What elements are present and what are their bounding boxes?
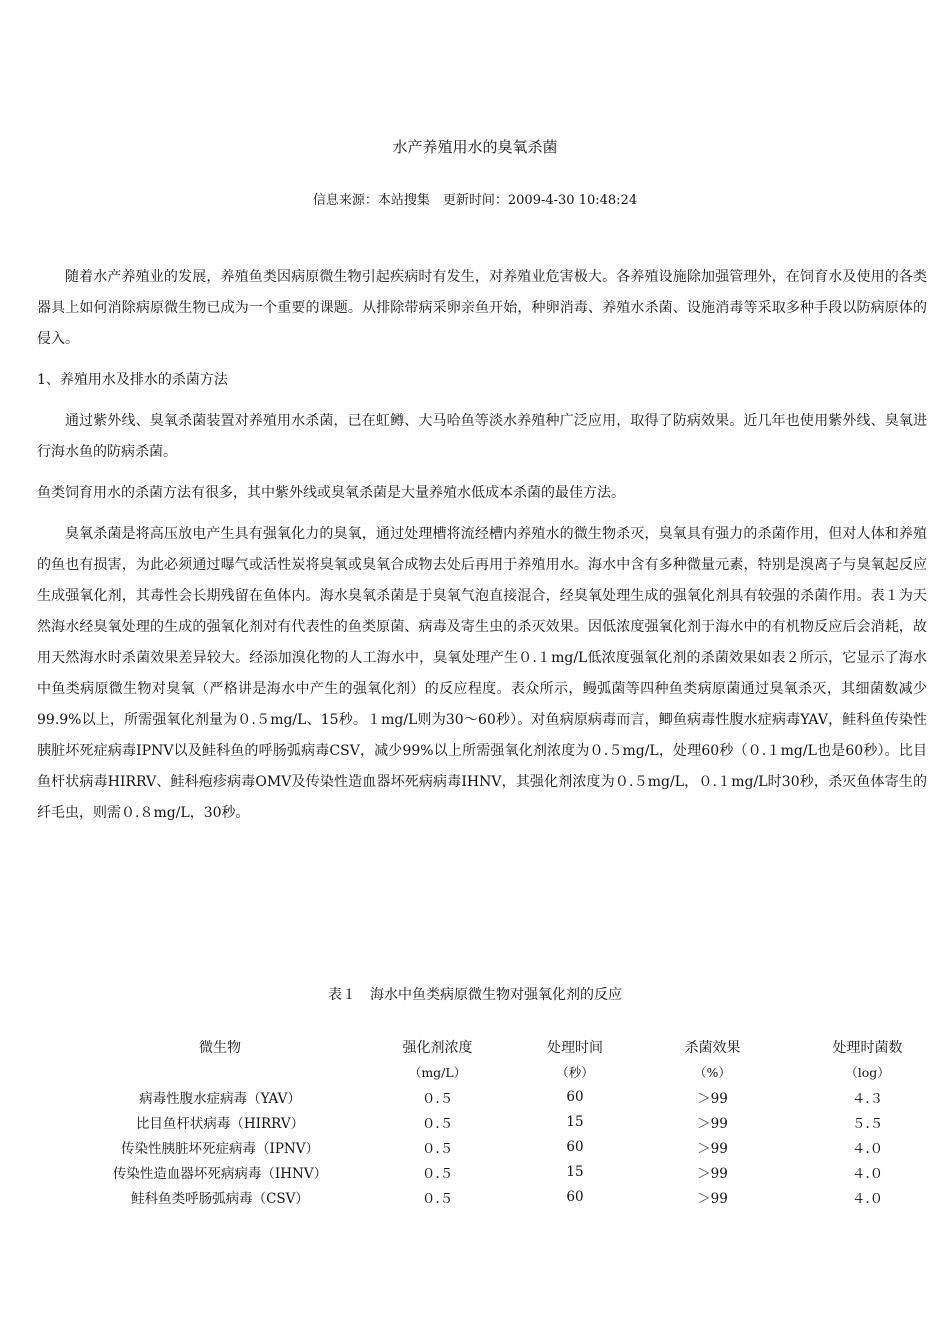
table-cell: 鲑科鱼类呼肠弧病毒（CSV）: [131, 1190, 309, 1207]
paragraph-intro: 随着水产养殖业的发展，养殖鱼类因病原微生物引起疾病时有发生，对养殖业危害极大。各养殖设施除加强管理外，在饲育水及使用的各类器具上如何消除病原微生物已成为一个重要的课题。从排除带病采卵亲鱼开始，种卵消毒、养殖水杀菌、设施消毒等采取多种手段以防病原体的侵入。: [37, 269, 927, 347]
table-cell: 比目鱼杆状病毒（HIRRV）: [135, 1115, 305, 1132]
unit-cell: （秒）: [556, 1065, 594, 1080]
table-cell: ０.５: [421, 1115, 454, 1132]
table-cell: ＞99: [697, 1190, 728, 1207]
header-cell: 微生物: [199, 1040, 241, 1056]
table-cell: 60: [566, 1138, 584, 1155]
table-cell: ０.５: [421, 1090, 454, 1107]
table-cell: ＞99: [697, 1090, 728, 1107]
page-title: 水产养殖用水的臭氧杀菌: [392, 138, 558, 156]
data-table: [75, 1034, 950, 1209]
table-cell: 病毒性腹水症病毒（YAV）: [139, 1090, 301, 1107]
table-cell: 传染性造血器坏死病病毒（IHNV）: [112, 1165, 328, 1182]
table-header-row: [75, 1034, 950, 1060]
unit-cell: （log）: [845, 1065, 890, 1080]
header-cell: 杀菌效果: [684, 1040, 741, 1056]
table-cell: ４.３: [851, 1090, 884, 1107]
table-cell: ０.５: [421, 1140, 454, 1157]
table-cell: 15: [566, 1163, 584, 1180]
table-cell: ０.５: [421, 1190, 454, 1207]
unit-cell: （%）: [694, 1065, 731, 1080]
paragraph-uv-ozone: 通过紫外线、臭氧杀菌装置对养殖用水杀菌，已在虹鳟、大马哈鱼等淡水养殖种广泛应用，取得了防病效果。近几年也使用紫外线、臭氧进行海水鱼的防病杀菌。: [37, 413, 927, 460]
table-cell: ０.５: [421, 1165, 454, 1182]
table-cell: 60: [566, 1188, 584, 1205]
paragraph-methods: 鱼类饲育用水的杀菌方法有很多，其中紫外线或臭氧杀菌是大量养殖水低成本杀菌的最佳方法。: [37, 485, 625, 501]
table-row: [75, 1184, 950, 1209]
table-cell: ４.０: [851, 1165, 884, 1182]
table-row: [75, 1084, 950, 1109]
table-cell: ＞99: [697, 1140, 728, 1157]
table-cell: ＞99: [697, 1165, 728, 1182]
table-cell: 传染性胰脏坏死症病毒（IPNV）: [121, 1140, 319, 1157]
table-cell: ４.０: [851, 1190, 884, 1207]
table-row: [75, 1159, 950, 1184]
table-cell: 15: [566, 1113, 584, 1130]
table-cell: ５.５: [851, 1115, 884, 1132]
table-units-row: [75, 1060, 950, 1084]
paragraph-ozone-detail: 臭氧杀菌是将高压放电产生具有强氧化力的臭氧，通过处理槽将流经槽内养殖水的微生物杀灭，臭氧具有强力的杀菌作用，但对人体和养殖的鱼也有损害，为此必须通过曝气或活性炭将臭氧或臭氧合成物去处后再用于养殖用水。海水中含有多种微量元素，特别是溴离子与臭氧起反应生成强氧化剂，其毒性会长期残留在鱼体内。海水臭氧杀菌是于臭氧气泡直接混合，经臭氧处理生成的强氧化剂具有较强的杀菌作用。表１为天然海水经臭氧处理的生成的强氧化剂对有代表性的鱼类原菌、病毒及寄生虫的杀灭效果。因低浓度强氧化剂于海水中的有机物反应后会消耗，故用天然海水时杀菌效果差异较大。经添加溴化物的人工海水中，臭氧处理产生０.１mg/L低浓度强氧化剂的杀菌效果如表２所示，它显示了海水中鱼类病原微生物对臭氧（严格讲是海水中产生的强氧化剂）的反应程度。表众所示，鳗弧菌等四种鱼类病原菌通过臭氧杀灭，其细菌数减少99.9%以上，所需强氧化剂量为０.５mg/L、15秒。１mg/L则为30～60秒）。对鱼病原病毒而言，鲫鱼病毒性腹水症病毒YAV，鲑科鱼传染性胰脏坏死症病毒IPNV以及鲑科鱼的呼肠弧病毒CSV，减少99%以上所需强氧化剂浓度为０.５mg/L，处理60秒（０.１mg/L也是60秒）。比目鱼杆状病毒HIRRV、鲑科疱疹病毒OMV及传染性造血器坏死病病毒IHNV，其强化剂浓度为０.５mg/L，０.１mg/L时30秒，杀灭鱼体寄生的纤毛虫，则需０.８mg/L，30秒。: [37, 526, 927, 821]
section-heading: 1、养殖用水及排水的杀菌方法: [37, 372, 228, 388]
table-row: [75, 1109, 950, 1134]
header-cell: 强化剂浓度: [402, 1040, 473, 1056]
table-cell: 60: [566, 1088, 584, 1105]
table-cell: ４.０: [851, 1140, 884, 1157]
table-cell: ＞99: [697, 1115, 728, 1132]
article-body: [37, 262, 927, 839]
unit-cell: （mg/L）: [408, 1065, 467, 1080]
header-cell: 处理时菌数: [832, 1040, 903, 1056]
source-info: 信息来源：本站搜集 更新时间：2009-4-30 10:48:24: [312, 193, 638, 208]
table-row: [75, 1134, 950, 1159]
table-caption: 表１ 海水中鱼类病原微生物对强氧化剂的反应: [328, 987, 622, 1003]
header-cell: 处理时间: [547, 1040, 603, 1056]
unit-cell: [75, 1060, 365, 1084]
